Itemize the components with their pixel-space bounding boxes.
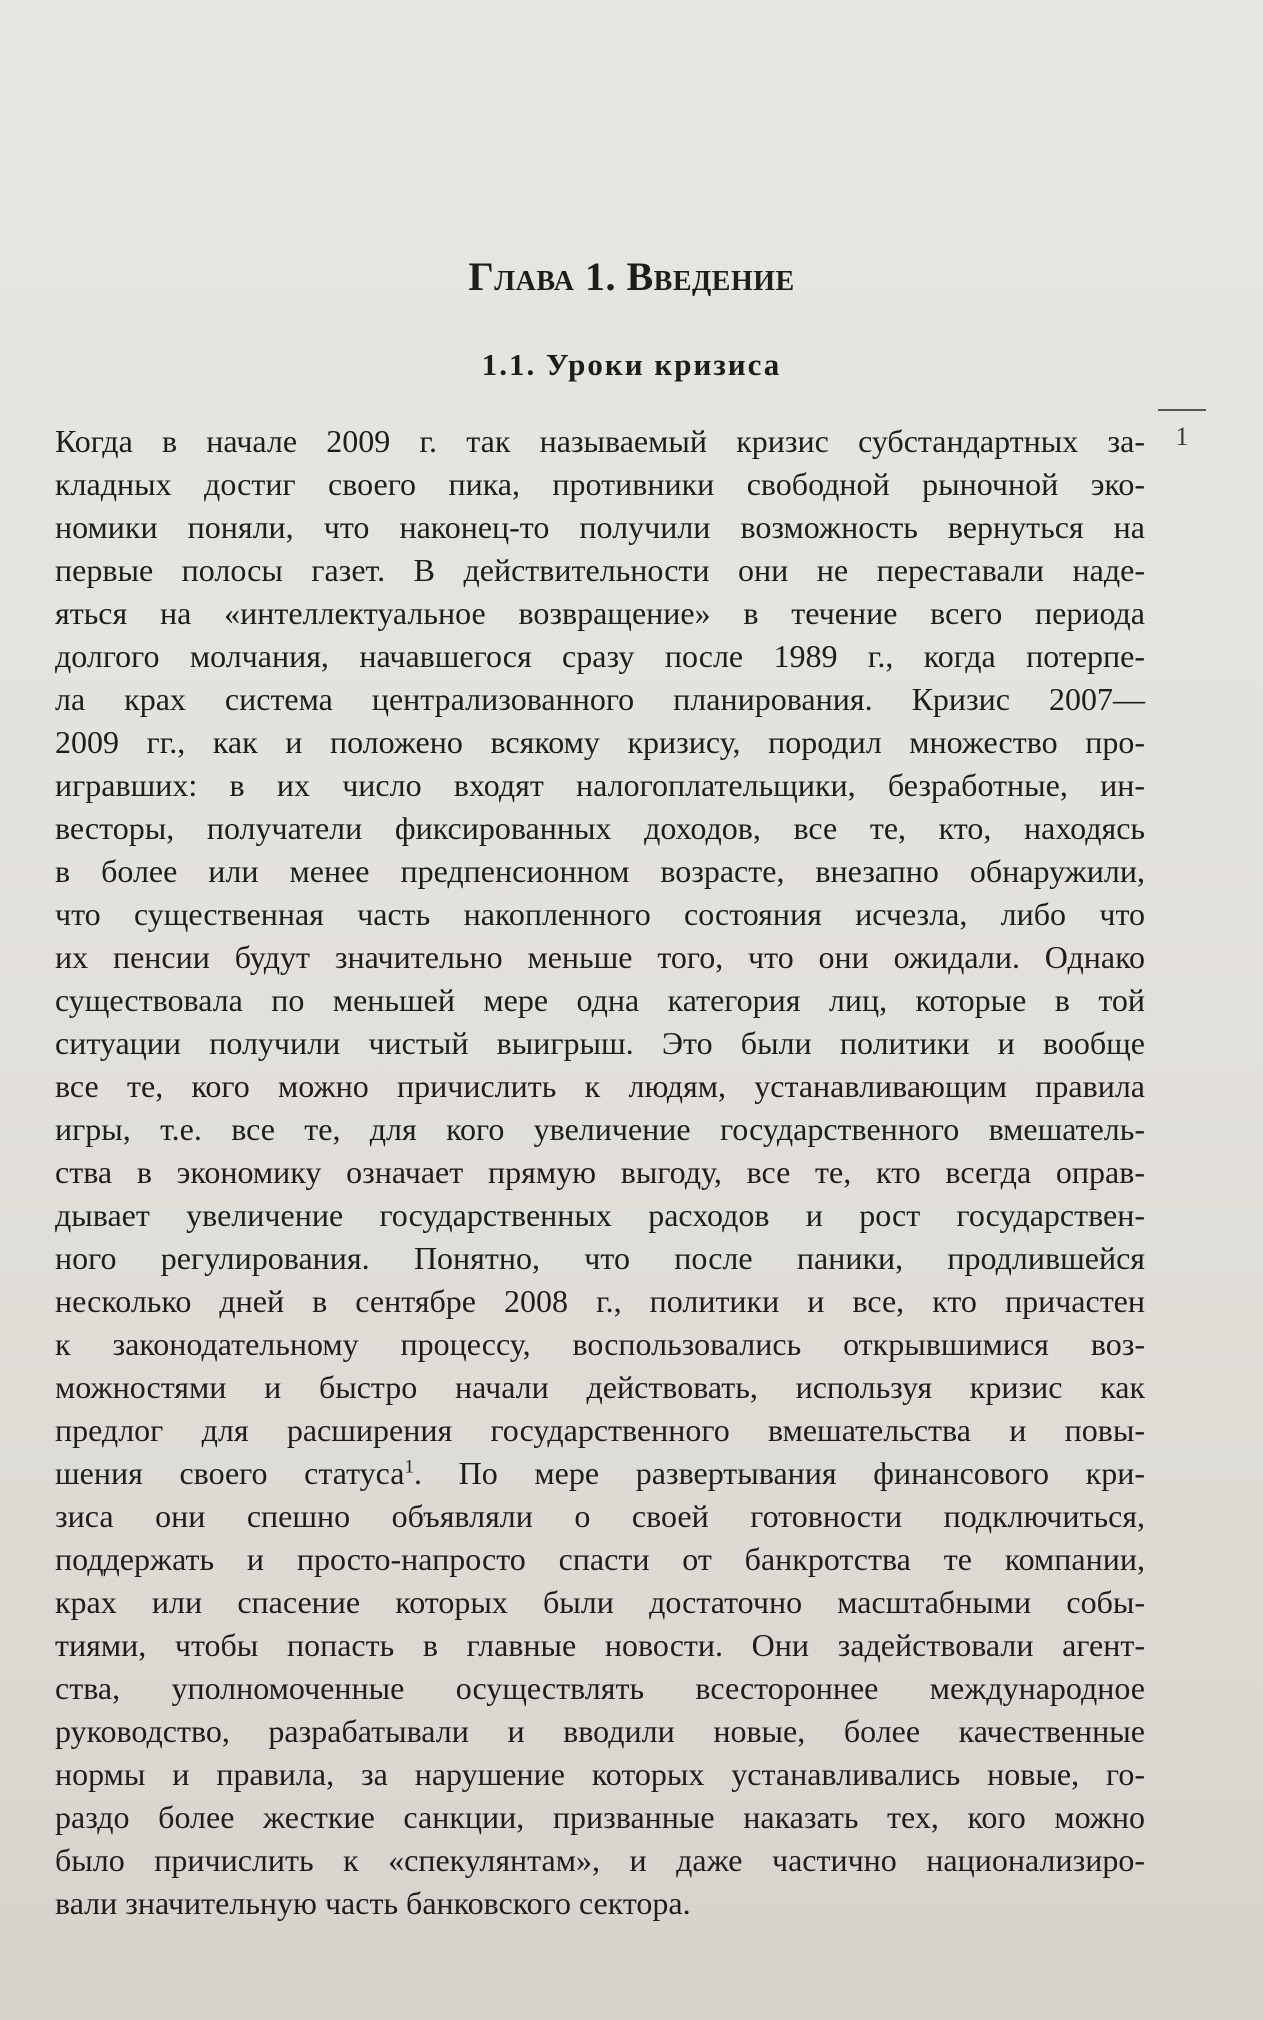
body-paragraph	[55, 420, 1145, 1925]
text-line: к законодательному процессу, воспользовались открывшимися воз-	[55, 1326, 1145, 1362]
text-line: долгого молчания, начавшегося сразу после 1989 г., когда потерпе-	[55, 638, 1145, 674]
text-line-tail: . По мере развертывания финансового кри-	[413, 1455, 1146, 1491]
text-line: зиса они спешно объявляли о своей готовности подключиться,	[55, 1498, 1145, 1534]
text-line: номики поняли, что наконец-то получили возможность вернуться на	[55, 509, 1145, 545]
text-line: ства, уполномоченные осуществлять всестороннее международное	[55, 1670, 1145, 1706]
margin-note-rule	[1158, 409, 1206, 411]
text-line: первые полосы газет. В действительности они не переставали наде-	[55, 552, 1145, 588]
text-line: ла крах система централизованного планирования. Кризис 2007—	[55, 681, 1145, 717]
text-line: можностями и быстро начали действовать, используя кризис как	[55, 1369, 1145, 1405]
text-line: игравших: в их число входят налогоплательщики, безработные, ин-	[55, 767, 1145, 803]
text-line-with-footnote	[55, 1452, 1145, 1495]
text-line: дывает увеличение государственных расходов и рост государствен-	[55, 1197, 1145, 1233]
text-line: нормы и правила, за нарушение которых устанавливались новые, го-	[55, 1756, 1145, 1792]
text-line: тиями, чтобы попасть в главные новости. Они задействовали агент-	[55, 1627, 1145, 1663]
text-line: их пенсии будут значительно меньше того, что они ожидали. Однако	[55, 939, 1145, 975]
text-line: кладных достиг своего пика, противники свободной рыночной эко-	[55, 466, 1145, 502]
text-line: предлог для расширения государственного вмешательства и повы-	[55, 1412, 1145, 1448]
section-title: 1.1. Уроки кризиса	[481, 347, 782, 382]
text-line: было причислить к «спекулянтам», и даже частично национализиро-	[55, 1842, 1145, 1878]
margin-note-number: 1	[1175, 422, 1189, 451]
text-line: все те, кого можно причислить к людям, устанавливающим правила	[55, 1068, 1145, 1104]
text-line: руководство, разрабатывали и вводили новые, более качественные	[55, 1713, 1145, 1749]
text-line-last: вали значительную часть банковского сектора.	[55, 1885, 691, 1921]
text-line: весторы, получатели фиксированных доходов, все те, кто, находясь	[55, 810, 1145, 846]
text-line: что существенная часть накопленного состояния исчезла, либо что	[55, 896, 1145, 932]
text-line: игры, т.е. все те, для кого увеличение государственного вмешатель-	[55, 1111, 1145, 1147]
text-line: ситуации получили чистый выигрыш. Это были политики и вообще	[55, 1025, 1145, 1061]
text-line: ного регулирования. Понятно, что после паники, продлившейся	[55, 1240, 1145, 1276]
text-line: в более или менее предпенсионном возрасте, внезапно обнаружили,	[55, 853, 1145, 889]
footnote-marker[interactable]: 1	[404, 1456, 414, 1478]
text-line: раздо более жесткие санкции, призванные наказать тех, кого можно	[55, 1799, 1145, 1835]
text-line: ства в экономику означает прямую выгоду, все те, кто всегда оправ-	[55, 1154, 1145, 1190]
text-line-head: шения своего статуса	[55, 1455, 405, 1491]
text-line: существовала по меньшей мере одна категория лиц, которые в той	[55, 982, 1145, 1018]
text-line: яться на «интеллектуальное возвращение» в течение всего периода	[55, 595, 1145, 631]
text-line: поддержать и просто-напросто спасти от банкротства те компании,	[55, 1541, 1145, 1577]
text-line: 2009 гг., как и положено всякому кризису, породил множество про-	[55, 724, 1145, 760]
text-line: несколько дней в сентябре 2008 г., политики и все, кто причастен	[55, 1283, 1145, 1319]
text-line: крах или спасение которых были достаточно масштабными собы-	[55, 1584, 1145, 1620]
text-line: Когда в начале 2009 г. так называемый кризис субстандартных за-	[55, 423, 1145, 459]
chapter-title: Глава 1. Введение	[468, 254, 795, 299]
